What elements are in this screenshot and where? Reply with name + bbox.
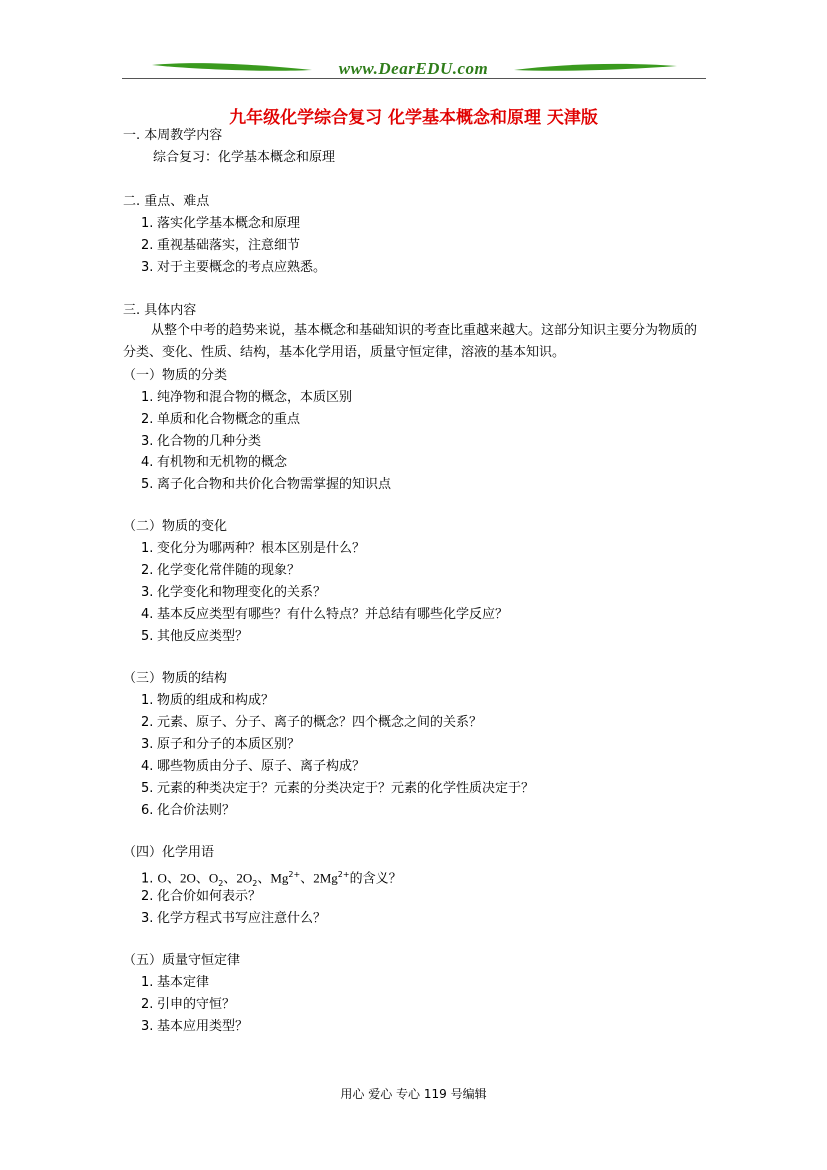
list-item: 3. 化学方程式书写应注意什么？ [141, 911, 327, 926]
section-2-heading: 二. 重点、难点 [123, 194, 210, 209]
list-item: 3. 化合物的几种分类 [141, 434, 262, 449]
subsection-2-heading: （二）物质的变化 [123, 519, 228, 534]
list-item: 1. 纯净物和混合物的概念，本质区别 [141, 390, 353, 405]
subsection-3-heading: （三）物质的结构 [123, 671, 228, 686]
section-3-heading: 三. 具体内容 [123, 303, 197, 318]
subsection-4-heading: （四）化学用语 [123, 845, 215, 860]
list-item: 1. 物质的组成和构成？ [141, 693, 275, 708]
list-item: 3. 原子和分子的本质区别？ [141, 737, 301, 752]
list-item: 3. 化学变化和物理变化的关系？ [141, 585, 327, 600]
page-footer: 用心 爱心 专心 119 号编辑 [340, 1087, 487, 1101]
list-item: 4. 哪些物质由分子、原子、离子构成？ [141, 759, 366, 774]
list-item: 2. 化学变化常伴随的现象？ [141, 563, 301, 578]
list-item: 2. 重视基础落实，注意细节 [141, 238, 301, 253]
list-item: 3. 对于主要概念的考点应熟悉。 [141, 260, 327, 275]
list-item: 5. 离子化合物和共价化合物需掌握的知识点 [141, 477, 392, 492]
list-item: 1. 落实化学基本概念和原理 [141, 216, 301, 231]
list-item: 2. 引申的守恒？ [141, 997, 236, 1012]
list-item: 3. 基本应用类型？ [141, 1019, 249, 1034]
subsection-1-heading: （一）物质的分类 [123, 368, 228, 383]
list-item: 6. 化合价法则？ [141, 803, 236, 818]
list-item: 4. 有机物和无机物的概念 [141, 455, 288, 470]
list-item: 5. 元素的种类决定于？元素的分类决定于？元素的化学性质决定于？ [141, 781, 535, 796]
list-item: 5. 其他反应类型？ [141, 629, 249, 644]
subsection-5-heading: （五）质量守恒定律 [123, 953, 241, 968]
page-title: 九年级化学综合复习 化学基本概念和原理 天津版 [229, 108, 598, 128]
list-item: 1. 变化分为哪两种？根本区别是什么？ [141, 541, 366, 556]
header-divider [122, 78, 706, 79]
section-1-heading: 一. 本周教学内容 [123, 128, 223, 143]
list-item: 2. 化合价如何表示？ [141, 889, 262, 904]
list-item: 4. 基本反应类型有哪些？有什么特点？并总结有哪些化学反应？ [141, 607, 509, 622]
chemical-formula-item: 1. O、2O、$O_2$、$2O_2$、$Mg^{2+}$、$2Mg^{2+}$的含义？ [141, 870, 402, 888]
list-item: 2. 单质和化合物概念的重点 [141, 412, 301, 427]
list-item: 2. 元素、原子、分子、离子的概念？四个概念之间的关系？ [141, 715, 483, 730]
section-1-text: 综合复习：化学基本概念和原理 [153, 150, 336, 165]
section-3-intro: 从整个中考的趋势来说，基本概念和基础知识的考查比重越来越大。这部分知识主要分为物质的分类、变化、性质、结构，基本化学用语，质量守恒定律，溶液的基本知识。 [123, 323, 698, 360]
list-item: 1. 基本定律 [141, 975, 210, 990]
site-name[interactable]: www.DearEDU.com [338, 59, 489, 78]
